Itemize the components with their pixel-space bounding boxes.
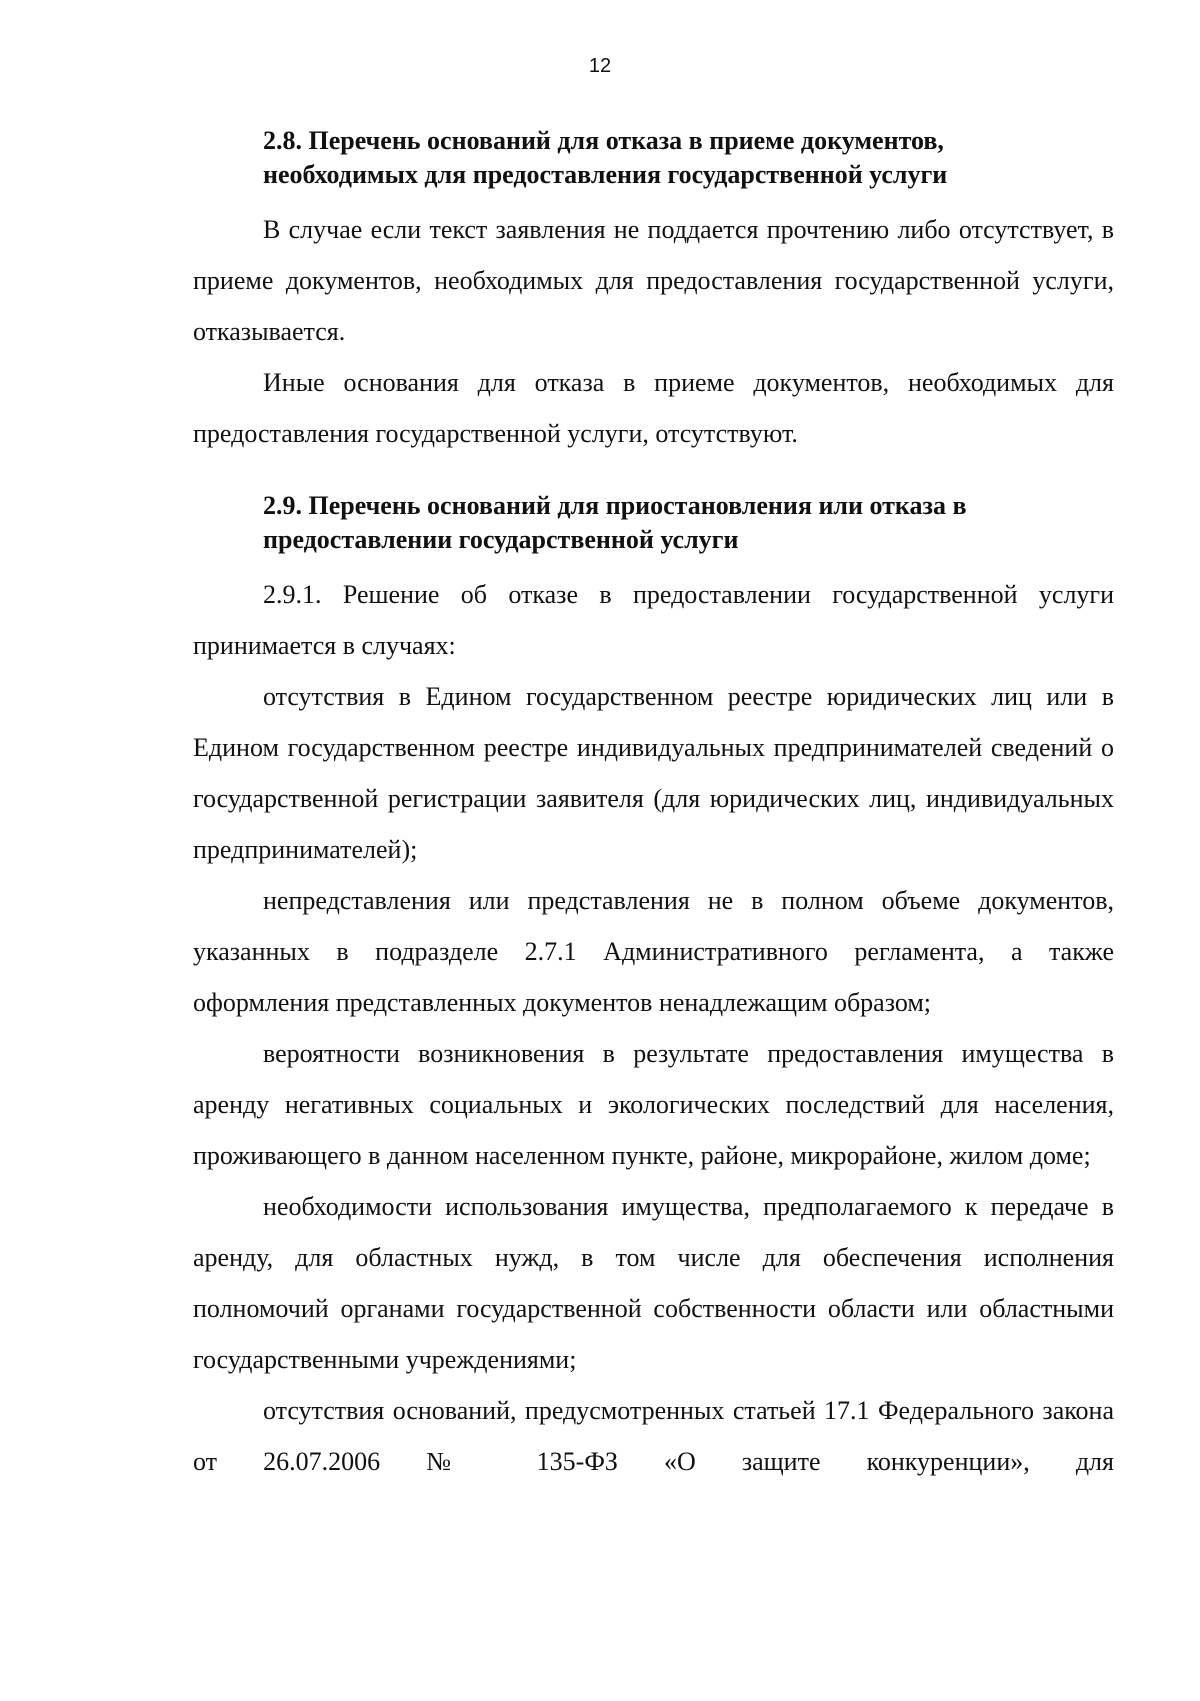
document-body — [193, 124, 1114, 1487]
paragraph: отсутствия в Едином государственном реестре юридических лиц или в Едином государственном реестре индивидуальных предпринимателей сведений о государственной регистрации заявителя (для юридических лиц, индивидуальных предпринимателей); — [193, 682, 1114, 864]
paragraph: непредставления или представления не в полном объеме документов, указанных в подразделе 2.7.1 Административного регламента, а также оформления представленных документов ненадлежащим образом; — [193, 886, 1114, 1017]
paragraph: необходимости использования имущества, предполагаемого к передаче в аренду, для областных нужд, в том числе для обеспечения исполнения полномочий органами государственной собственности области или областными государственными учреждениями; — [193, 1192, 1114, 1374]
section-heading-line-2: необходимых для предоставления государственной услуги — [263, 160, 948, 189]
section-heading-line-1: 2.9. Перечень оснований для приостановления или отказа в — [263, 491, 967, 520]
paragraph: В случае если текст заявления не поддается прочтению либо отсутствует, в приеме документов, необходимых для предоставления государственной услуги, отказывается. — [193, 215, 1114, 346]
paragraph: отсутствия оснований, предусмотренных статьей 17.1 Федерального закона от 26.07.2006 № 135-ФЗ «О защите конкуренции», для — [193, 1396, 1114, 1476]
section-2-8 — [193, 124, 1114, 459]
paragraph: 2.9.1. Решение об отказе в предоставлении государственной услуги принимается в случаях: — [193, 580, 1114, 660]
section-heading-line-2: предоставлении государственной услуги — [263, 525, 739, 554]
paragraph: Иные основания для отказа в приеме документов, необходимых для предоставления государственной услуги, отсутствуют. — [193, 368, 1114, 448]
page-number: 12 — [588, 55, 612, 77]
section-2-9 — [193, 489, 1114, 1487]
paragraph: вероятности возникновения в результате предоставления имущества в аренду негативных социальных и экологических последствий для населения, проживающего в данном населенном пункте, районе, микрорайоне, жилом доме; — [193, 1039, 1114, 1170]
section-heading — [193, 489, 1114, 557]
section-heading-line-1: 2.8. Перечень оснований для отказа в приеме документов, — [263, 126, 944, 155]
section-heading — [193, 124, 1114, 192]
